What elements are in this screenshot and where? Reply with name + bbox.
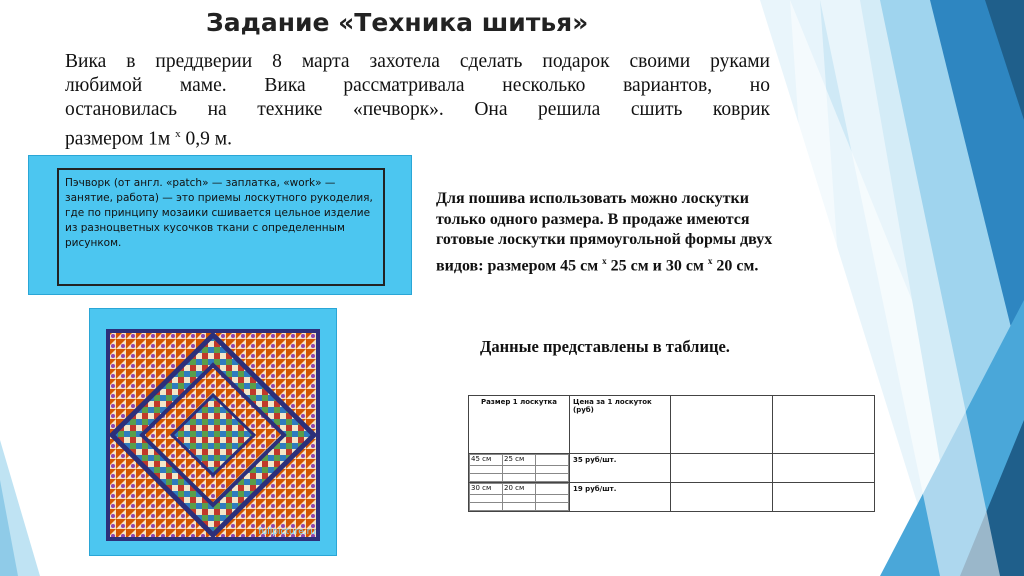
empty-cell [671, 483, 773, 512]
intro-line: остановилась на технике «печворк». Она решила сшить коврик [65, 99, 770, 120]
size-cell [469, 483, 570, 512]
definition-text: Пэчворк (от англ. «patch» — заплатка, «work» — занятие, работа) — это приемы лоскутного рукоделия, где по принципу мозаики сшивается цельное изделие из разноцветных кусочков ткани с определенным рисунком. [57, 168, 385, 286]
photo-frame [89, 308, 337, 556]
intro-line: Вика в преддверии 8 марта захотела сделать подарок своими руками [65, 51, 770, 72]
size-b: 20 см [503, 484, 536, 495]
info-text-main: Для пошива использовать можно лоскутки только одного размера. В продаже имеются готовые лоскутки прямоугольной формы двух видов: размером 45 см [436, 190, 773, 274]
definition-box [28, 155, 412, 295]
info-text-mid: 25 см и 30 см [606, 256, 704, 274]
intro-line [65, 122, 770, 152]
intro-line: любимой маме. Вика рассматривала несколько вариантов, но [65, 75, 770, 96]
size-subtable [469, 454, 569, 482]
slide-title: Задание «Техника шитья» [206, 8, 589, 37]
times-sign: х [707, 255, 713, 266]
info-text [436, 189, 776, 276]
size-subtable [469, 483, 569, 511]
table-header-cell: Цена за 1 лоскуток (руб) [570, 396, 671, 454]
intro-size-value: 0,9 м. [185, 128, 232, 150]
intro-text [65, 50, 770, 152]
table-header-cell: Размер 1 лоскутка [469, 396, 570, 454]
intro-size-label: размером 1м [65, 128, 171, 150]
times-sign: х [602, 255, 607, 266]
empty-cell [773, 483, 875, 512]
times-sign: х [175, 128, 181, 140]
price-table [468, 395, 875, 512]
size-b: 25 см [503, 455, 536, 466]
table-header-cell [671, 396, 773, 454]
price-cell: 19 руб/шт. [570, 483, 671, 512]
info-text-end: 20 см. [712, 256, 759, 274]
size-cell [469, 454, 570, 483]
empty-cell [773, 454, 875, 483]
table-row [469, 483, 875, 512]
table-row [469, 454, 875, 483]
quilt-illustration [106, 329, 320, 541]
size-a: 45 см [470, 455, 503, 466]
table-header-row [469, 396, 875, 454]
image-watermark: fullpicture.ru [258, 527, 316, 537]
table-header-cell [773, 396, 875, 454]
patchwork-quilt-image [106, 329, 320, 541]
size-a: 30 см [470, 484, 503, 495]
price-cell: 35 руб/шт. [570, 454, 671, 483]
table-caption: Данные представлены в таблице. [480, 337, 730, 356]
empty-cell [671, 454, 773, 483]
